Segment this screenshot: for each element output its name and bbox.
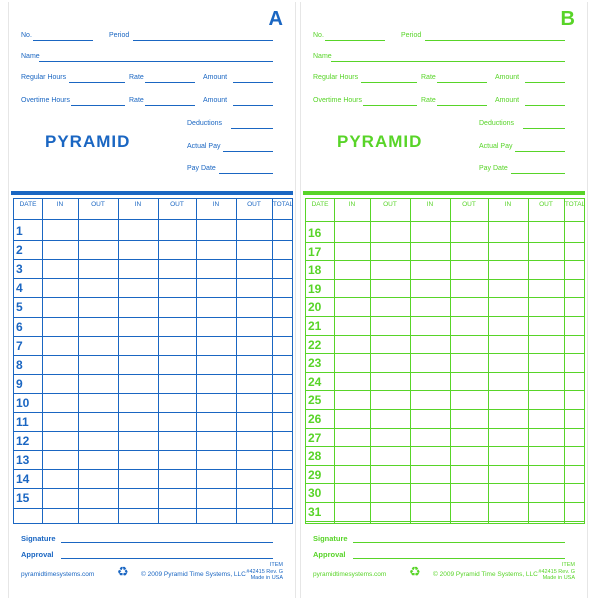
row-divider <box>306 428 584 429</box>
day-number: 19 <box>308 281 322 296</box>
table-column-divider <box>528 199 529 523</box>
table-column-divider <box>158 199 159 523</box>
amount-field-label: Amount <box>495 74 520 81</box>
row-divider <box>306 446 584 447</box>
day-number: 1 <box>16 224 23 238</box>
deductions-field-label: Deductions <box>479 120 515 127</box>
overtime-amount-field-label: Amount <box>495 97 520 104</box>
row-divider <box>14 240 292 241</box>
approval-label: Approval <box>313 550 346 559</box>
row-divider <box>306 465 584 466</box>
day-number: 9 <box>16 376 23 391</box>
day-number: 27 <box>308 430 322 445</box>
time-table <box>13 198 293 524</box>
day-number: 22 <box>308 337 322 352</box>
day-number: 18 <box>308 263 322 278</box>
amount-field-line <box>525 82 565 83</box>
row-divider <box>14 450 292 451</box>
actual-pay-field-label: Actual Pay <box>479 143 513 150</box>
overtime-rate-field-line <box>437 105 487 106</box>
column-header: IN <box>134 201 142 208</box>
header-divider <box>14 219 292 220</box>
row-divider <box>14 412 292 413</box>
row-divider <box>14 259 292 260</box>
table-column-divider <box>196 199 197 523</box>
time-card-b <box>300 2 588 598</box>
row-divider <box>306 279 584 280</box>
made-in-usa: Made in USA <box>542 575 575 581</box>
recycle-icon: ♻ <box>117 564 129 579</box>
made-in-usa: Made in USA <box>250 575 283 581</box>
pyramid-logo: PYRAMID <box>337 132 423 151</box>
day-number: 6 <box>16 319 23 334</box>
signature-line <box>61 542 273 543</box>
table-column-divider <box>450 199 451 523</box>
column-header: IN <box>348 201 356 208</box>
overtime-amount-field-line <box>233 105 273 106</box>
rate-field-line <box>437 82 487 83</box>
day-number: 11 <box>16 415 29 429</box>
pay-date-field-label: Pay Date <box>479 165 508 172</box>
rate-field-label: Rate <box>421 74 436 81</box>
overtime-hours-field-line <box>363 105 417 106</box>
row-divider <box>306 260 584 261</box>
day-number: 17 <box>308 244 322 259</box>
approval-label: Approval <box>21 550 54 559</box>
column-header: OUT <box>383 201 397 208</box>
row-divider <box>306 372 584 373</box>
row-divider <box>306 242 584 243</box>
day-number: 30 <box>308 486 322 501</box>
regular-hours-field-line <box>69 82 125 83</box>
row-divider <box>306 353 584 354</box>
table-column-divider <box>488 199 489 523</box>
column-header: OUT <box>462 201 476 208</box>
row-divider <box>306 483 584 484</box>
regular-hours-field-line <box>361 82 417 83</box>
column-header: IN <box>504 201 512 208</box>
overtime-hours-field-line <box>71 105 125 106</box>
amount-field-line <box>233 82 273 83</box>
actual-pay-field-label: Actual Pay <box>187 143 221 150</box>
signature-label: Signature <box>21 534 56 543</box>
day-number: 21 <box>308 319 322 333</box>
number-field-line <box>325 40 385 41</box>
overtime-hours-field-label: Overtime Hours <box>21 97 71 104</box>
overtime-amount-field-line <box>525 105 565 106</box>
regular-hours-field-label: Regular Hours <box>21 74 67 81</box>
column-header: IN <box>212 201 220 208</box>
overtime-hours-field-label: Overtime Hours <box>313 97 363 104</box>
column-header: DATE <box>19 201 37 208</box>
item-number: #42415 Rev. G <box>246 568 283 575</box>
day-number: 12 <box>16 434 30 449</box>
day-number: 13 <box>16 453 30 468</box>
day-number: 15 <box>16 491 30 506</box>
signature-label: Signature <box>313 534 348 543</box>
column-header: DATE <box>311 201 329 208</box>
column-header: TOTAL <box>272 201 294 208</box>
column-header: OUT <box>91 201 105 208</box>
header-divider <box>306 221 584 222</box>
approval-line <box>353 558 565 559</box>
row-divider <box>14 278 292 279</box>
row-divider <box>306 502 584 503</box>
item-info <box>538 562 575 582</box>
day-number: 10 <box>16 395 30 410</box>
day-number: 5 <box>16 300 23 315</box>
period-field-line <box>133 40 273 41</box>
card-letter: A <box>268 8 283 30</box>
row-divider <box>14 488 292 489</box>
table-column-divider <box>78 199 79 523</box>
overtime-rate-field-label: Rate <box>421 97 436 104</box>
day-number: 29 <box>308 467 322 482</box>
item-info <box>246 562 283 582</box>
pay-date-field-label: Pay Date <box>187 165 216 172</box>
item-number: #42415 Rev. G <box>538 568 575 575</box>
row-divider <box>306 316 584 317</box>
day-number: 3 <box>16 262 23 277</box>
item-label: ITEM <box>561 562 575 568</box>
column-header: OUT <box>247 201 261 208</box>
day-number: 24 <box>308 374 322 389</box>
day-number: 23 <box>308 356 322 371</box>
pay-date-field-line <box>219 173 273 174</box>
row-divider <box>14 374 292 375</box>
row-divider <box>14 508 292 509</box>
table-column-divider <box>118 199 119 523</box>
column-header: OUT <box>170 201 184 208</box>
pyramid-logo: PYRAMID <box>45 132 131 151</box>
row-divider <box>306 390 584 391</box>
day-number: 8 <box>16 357 23 372</box>
time-card-a <box>8 2 296 598</box>
name-field-label: Name <box>313 53 332 60</box>
overtime-amount-field-label: Amount <box>203 97 228 104</box>
table-column-divider <box>236 199 237 523</box>
table-top-bar <box>11 191 293 195</box>
time-table <box>305 198 585 524</box>
day-number: 25 <box>308 393 322 408</box>
row-divider <box>14 431 292 432</box>
row-divider <box>14 393 292 394</box>
day-number: 31 <box>308 505 322 519</box>
card-letter: B <box>560 8 575 30</box>
signature-line <box>353 542 565 543</box>
day-number: 14 <box>16 472 30 487</box>
period-field-line <box>425 40 565 41</box>
row-divider <box>306 297 584 298</box>
name-field-line <box>331 61 565 62</box>
overtime-rate-field-line <box>145 105 195 106</box>
copyright-text: © 2009 Pyramid Time Systems, LLC <box>141 571 246 578</box>
table-column-divider <box>410 199 411 523</box>
pay-date-field-line <box>511 173 565 174</box>
row-divider <box>306 521 584 522</box>
period-field-label: Period <box>401 32 422 39</box>
column-header: IN <box>426 201 434 208</box>
item-label: ITEM <box>269 562 283 568</box>
deductions-field-line <box>231 128 273 129</box>
row-divider <box>306 335 584 336</box>
deductions-field-label: Deductions <box>187 120 223 127</box>
row-divider <box>14 317 292 318</box>
rate-field-line <box>145 82 195 83</box>
day-number: 28 <box>308 449 322 464</box>
website-text: pyramidtimesystems.com <box>313 571 387 578</box>
number-field-label: No. <box>21 32 32 39</box>
rate-field-label: Rate <box>129 74 144 81</box>
table-top-bar <box>303 191 585 195</box>
day-number: 26 <box>308 412 322 426</box>
row-divider <box>14 469 292 470</box>
day-number: 7 <box>16 338 23 353</box>
deductions-field-line <box>523 128 565 129</box>
name-field-line <box>39 61 273 62</box>
actual-pay-field-line <box>515 151 565 152</box>
row-divider <box>306 409 584 410</box>
overtime-rate-field-label: Rate <box>129 97 144 104</box>
day-number: 16 <box>308 226 322 240</box>
column-header: OUT <box>539 201 553 208</box>
period-field-label: Period <box>109 32 130 39</box>
table-column-divider <box>564 199 565 523</box>
number-field-label: No. <box>313 32 324 39</box>
table-column-divider <box>370 199 371 523</box>
name-field-label: Name <box>21 53 40 60</box>
recycle-icon: ♻ <box>409 564 421 579</box>
number-field-line <box>33 40 93 41</box>
amount-field-label: Amount <box>203 74 228 81</box>
day-number: 4 <box>16 281 23 296</box>
day-number: 20 <box>308 300 322 315</box>
approval-line <box>61 558 273 559</box>
table-column-divider <box>272 199 273 523</box>
copyright-text: © 2009 Pyramid Time Systems, LLC <box>433 571 538 578</box>
row-divider <box>14 297 292 298</box>
column-header: TOTAL <box>564 201 586 208</box>
day-number: 2 <box>16 243 23 258</box>
column-header: IN <box>56 201 64 208</box>
actual-pay-field-line <box>223 151 273 152</box>
regular-hours-field-label: Regular Hours <box>313 74 359 81</box>
row-divider <box>14 336 292 337</box>
website-text: pyramidtimesystems.com <box>21 571 95 578</box>
row-divider <box>14 355 292 356</box>
